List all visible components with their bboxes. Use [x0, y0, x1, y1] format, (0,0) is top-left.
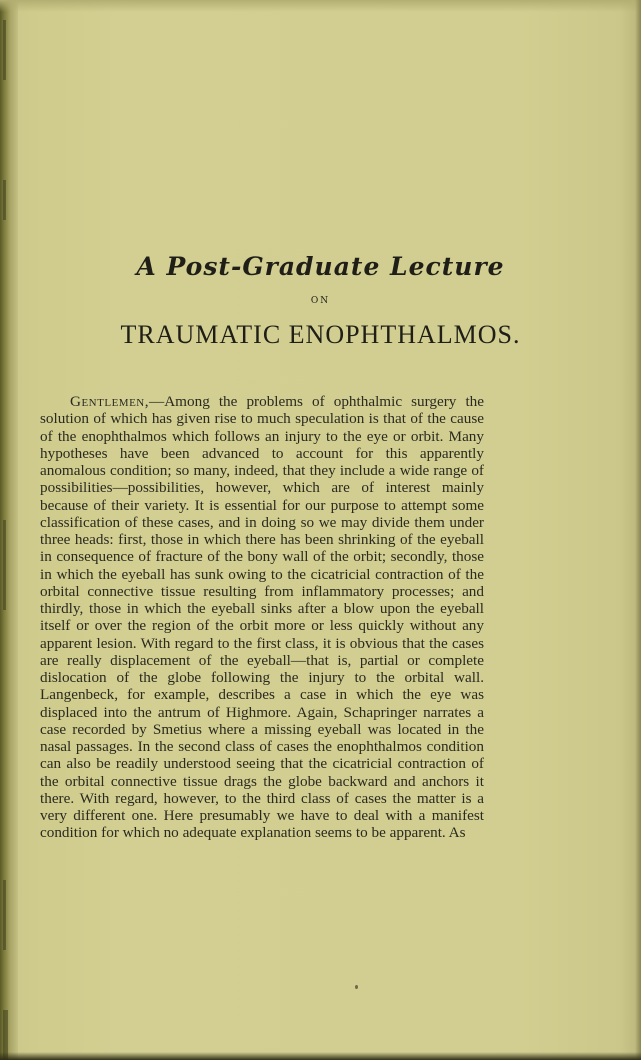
bottom-edge-shadow — [0, 1052, 641, 1060]
salutation: Gentlemen, — [70, 393, 150, 410]
paragraph-text: —Among the problems of ophthalmic surgery the solution of which has given rise to much speculation is that of the cause of the enophthalmos which follows an injury to the eye or orbit. Many hypotheses have been advanced to account for this apparently anomalous condition; so many, indeed, that they include a wide range of possibilities—possibilities, however, which are of interest mainly because of their variety. It is essential for our purpose to attempt some classification of these cases, and in doing so we may divide them under three heads: first, those in which there has been shrinking of the eyeball in consequence of fracture of the bony wall of the orbit; secondly, those in which the eyeball has sunk owing to the cicatricial contraction of the orbital connective tissue resulting from inflammatory processes; and thirdly, those in which the eyeball sinks after a blow upon the eyeball itself or over the region of the orbit more or less quickly without any apparent lesion. With regard to the first class, it is obvious that the cases are really displacement of the eyeball—that is, partial or complete dislocation of the globe following the injury to the orbital wall. Langenbeck, for example, describes a case in which the eye was displaced into the antrum of Highmore. Again, Schapringer narrates a case recorded by Smetius where a missing eyeball was located in the nasal passages. In the second class of cases the enophthalmos condition can also be readily understood seeing that the cicatricial contraction of the orbital connective tissue drags the globe backward and anchors it there. With regard, however, to the third class of cases the matter is a very different one. Here presumably we have to deal with a manifest condition for which no adequate explanation seems to be apparent. As — [40, 393, 484, 842]
binding-mark — [3, 880, 6, 950]
page-speck — [355, 985, 358, 989]
top-edge-shadow — [0, 0, 641, 12]
body-paragraph — [40, 393, 484, 842]
binding-mark — [3, 180, 6, 220]
right-edge-shadow — [635, 0, 641, 1060]
heading-on: ON — [310, 296, 331, 306]
binding-mark — [3, 20, 6, 80]
page-binding — [0, 0, 18, 1060]
binding-mark — [3, 520, 6, 610]
lecture-heading: A Post-Graduate Lecture — [136, 252, 505, 281]
page-title: TRAUMATIC ENOPHTHALMOS. — [120, 320, 521, 349]
